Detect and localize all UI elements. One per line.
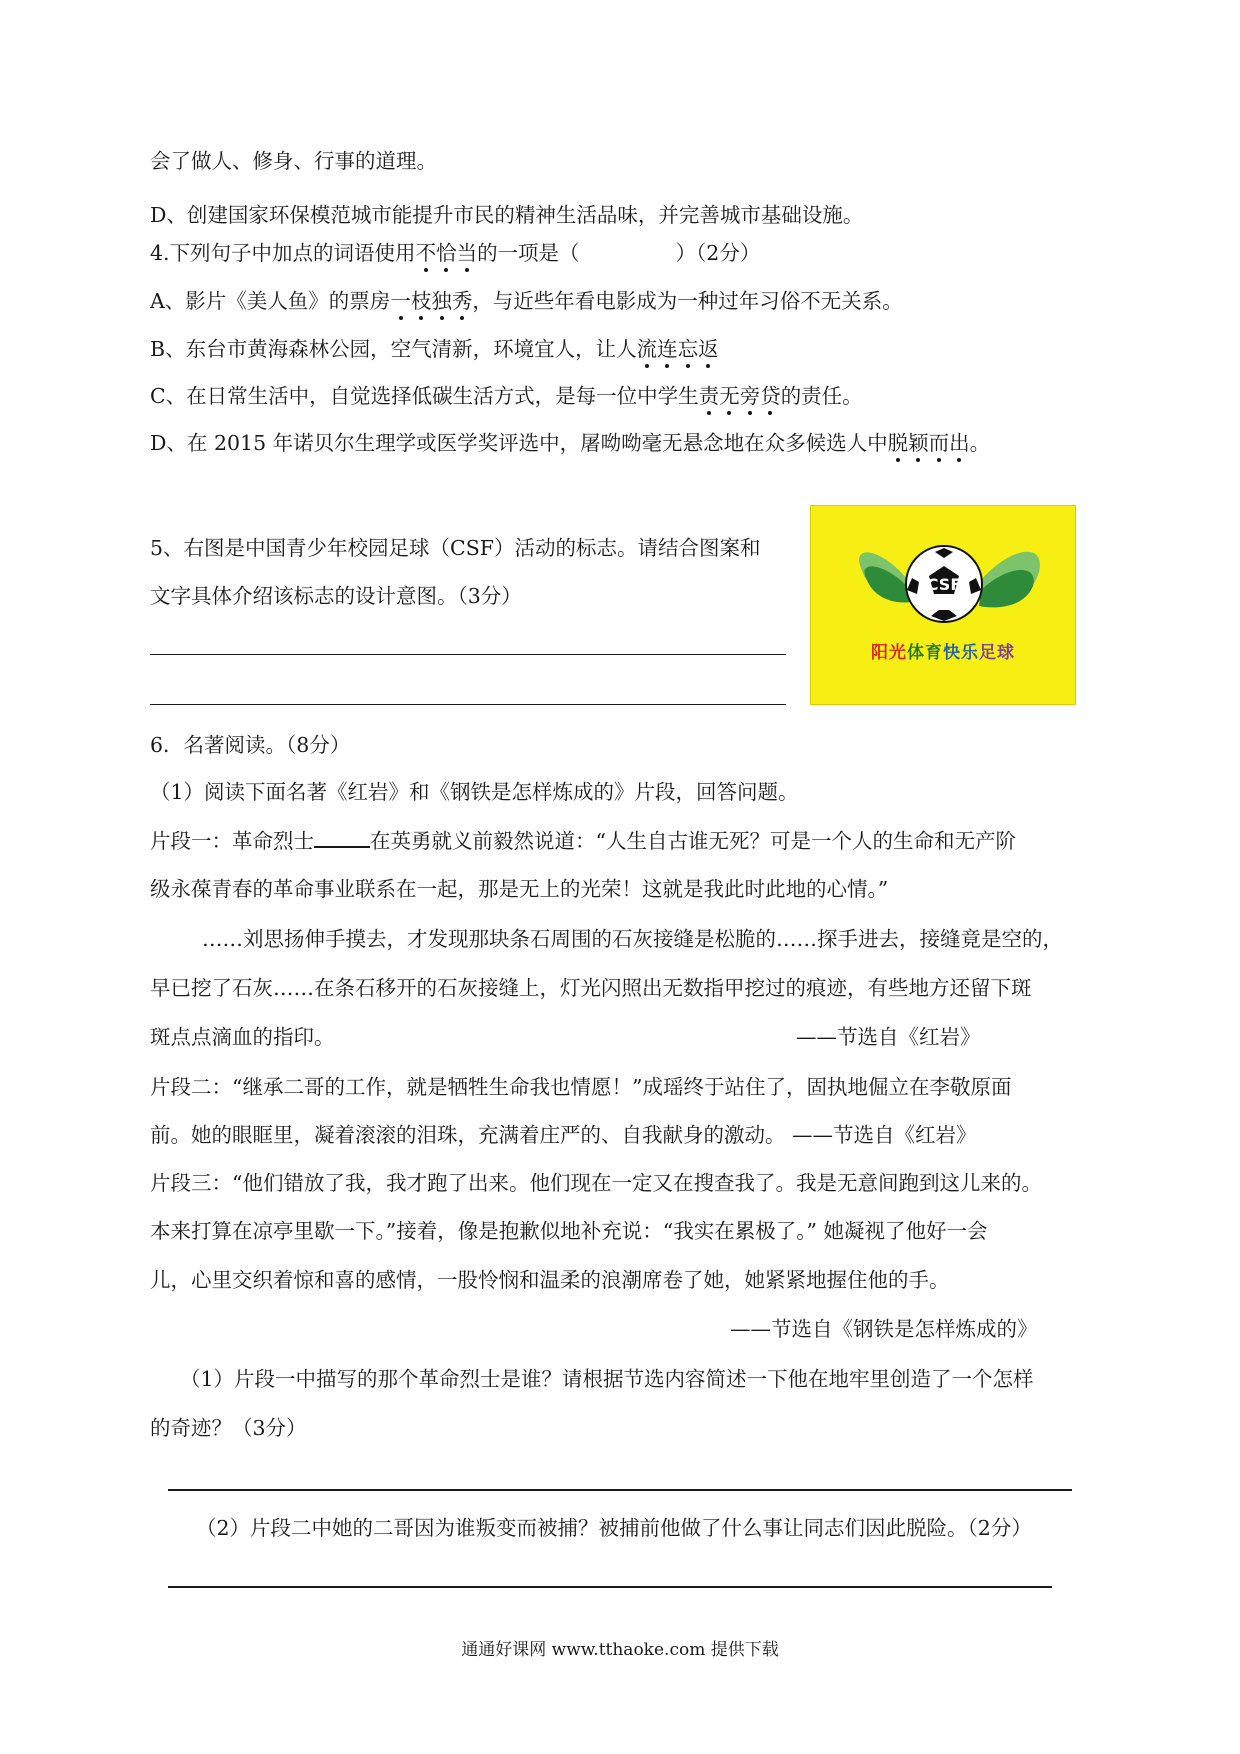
question-4: 4.下列句子中加点的词语使用不恰当的一项是（ ）（2分） <box>150 241 761 265</box>
passage-3-cont: 本来打算在凉亭里歇一下。”接着，像是抱歉似地补充说：“我实在累极了。” 她凝视了他好一会 <box>150 1219 988 1243</box>
passage-2: 片段二：“继承二哥的工作，就是牺牲生命我也情愿！”成瑶终于站住了，固执地倔立在李敬原面 <box>150 1075 1012 1099</box>
passage-source: ——节选自《红岩》 <box>796 1025 981 1049</box>
passage-source: ——节选自《钢铁是怎样炼成的》 <box>730 1317 1038 1341</box>
answer-line <box>150 704 786 705</box>
dotted-word: 脱颖而出 <box>887 431 970 455</box>
question-5-cont: 文字具体介绍该标志的设计意图。（3分） <box>150 584 522 608</box>
question-5: 5、右图是中国青少年校园足球（CSF）活动的标志。请结合图案和 <box>150 536 761 560</box>
sub-question-1-cont: 的奇迹？（3分） <box>150 1416 307 1440</box>
option-a: A、影片《美人鱼》的票房一枝独秀，与近些年看电影成为一种过年习俗不无关系。 <box>150 289 903 313</box>
fill-blank <box>314 826 370 848</box>
dotted-word: 流连忘返 <box>636 337 719 361</box>
passage-1-cont: 级永葆青春的革命事业联系在一起，那是无上的光荣！这就是我此时此地的心情。” <box>150 877 889 901</box>
question-6-intro: （1）阅读下面名著《红岩》和《钢铁是怎样炼成的》片段，回答问题。 <box>150 780 799 804</box>
passage-1-cont: ……刘思扬伸手摸去，才发现那块条石周围的石灰接缝是松脆的……探手进去，接缝竟是空的， <box>202 927 1063 951</box>
soccer-ball-wings-icon <box>811 506 1077 706</box>
text-line: 会了做人、修身、行事的道理。 <box>150 149 437 173</box>
question-6: 6．名著阅读。（8分） <box>150 733 351 757</box>
answer-line <box>150 654 786 655</box>
dotted-word: 不恰当 <box>415 241 478 265</box>
dotted-word: 一枝独秀 <box>390 289 473 313</box>
answer-line <box>168 1489 1072 1491</box>
option-d-q3: D、创建国家环保模范城市能提升市民的精神生活品味，并完善城市基础设施。 <box>150 203 864 227</box>
passage-1-cont: 早已挖了石灰……在条石移开的石灰接缝上，灯光闪照出无数指甲挖过的痕迹，有些地方还留下斑 <box>150 976 1032 1000</box>
footer-credit: 通通好课网 www.tthaoke.com 提供下载 <box>461 1640 779 1660</box>
svg-text:CSF: CSF <box>926 575 962 594</box>
option-d: D、在 2015 年诺贝尔生理学或医学奖评选中，屠呦呦毫无悬念地在众多候选人中脱颖而出。 <box>150 431 991 455</box>
option-b: B、东台市黄海森林公园，空气清新，环境宜人，让人流连忘返 <box>150 337 719 361</box>
option-c: C、在日常生活中，自觉选择低碳生活方式，是每一位中学生责无旁贷的责任。 <box>150 384 863 408</box>
passage-2-cont: 前。她的眼眶里，凝着滚滚的泪珠，充满着庄严的、自我献身的激动。 ——节选自《红岩》 <box>150 1123 977 1147</box>
passage-3: 片段三：“他们错放了我，我才跑了出来。他们现在一定又在搜查我了。我是无意间跑到这儿来的。 <box>150 1171 1042 1195</box>
passage-1: 片段一：革命烈士 在英勇就义前毅然说道：“人生自古谁无死？可是一个人的生命和无产阶 <box>150 826 1016 856</box>
sub-question-2: （2）片段二中她的二哥因为谁叛变而被捕？被捕前他做了什么事让同志们因此脱险。（2分） <box>196 1516 1032 1540</box>
csf-logo <box>810 505 1076 705</box>
logo-slogan: 阳光体育快乐足球 <box>871 643 1015 663</box>
passage-3-cont: 儿，心里交织着惊和喜的感情，一股怜悯和温柔的浪潮席卷了她，她紧紧地握住他的手。 <box>150 1268 950 1292</box>
answer-line <box>168 1586 1052 1588</box>
passage-1-cont: 斑点点滴血的指印。 <box>150 1025 335 1049</box>
dotted-word: 责无旁贷 <box>698 384 781 408</box>
sub-question-1: （1）片段一中描写的那个革命烈士是谁？请根据节选内容简述一下他在地牢里创造了一个怎样 <box>180 1367 1034 1391</box>
